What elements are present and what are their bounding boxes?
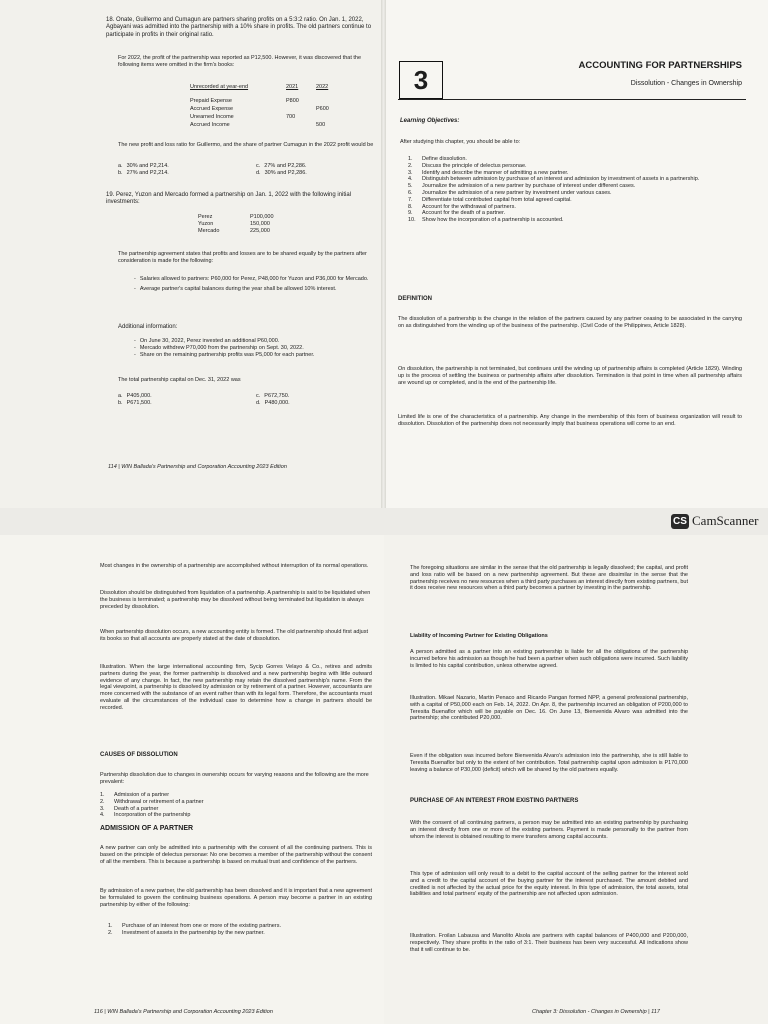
admission-methods-list — [108, 923, 368, 937]
objective-item — [408, 190, 740, 197]
illustration-npp-paragraph: Illustration. Mikael Nazario, Martin Penaco and Ricardo Pangan formed NPP, a general professional partnership, with a capital of P50,000 each on Feb. 14, 2022. On Apr. 8, the partnership incurred an obligation of P200,000 to Teresita Buenaflor which will be payable on Dec. 16. On June 13, Bienvenida Alvaro was admitted into the partnership; she contributed P20,000. — [410, 695, 688, 722]
objective-text: Discuss the principle of delectus personae. — [422, 162, 527, 169]
purchase-heading: PURCHASE OF AN INTEREST FROM EXISTING PARTNERS — [410, 798, 579, 804]
choice-text: P671,500. — [126, 399, 152, 406]
admission-heading: ADMISSION OF A PARTNER — [100, 825, 194, 832]
objective-number: 3. — [408, 169, 413, 176]
definition-paragraph-1: The dissolution of a partnership is the change in the relation of the partners caused by any partner ceasing to be associated in the carrying on as distinguished from the winding up of the business of the partnership. (Civil Code of the Philippines, Article 1828). — [398, 316, 742, 329]
table-cell: P800 — [286, 98, 299, 104]
causes-heading: CAUSES OF DISSOLUTION — [100, 752, 178, 758]
question-19-choices-left — [118, 393, 228, 407]
objective-number: 7. — [408, 196, 413, 203]
objective-text: Journalize the admission of a new partner by purchase of interest under different cases. — [422, 183, 636, 190]
cause-item — [100, 792, 340, 799]
bullet-item: - Average partner's capital balances during the year shall be allowed 10% interest. — [134, 285, 337, 292]
table-row — [190, 106, 350, 114]
table-row — [190, 98, 350, 106]
purchase-paragraph-2: This type of admission will only result to a debit to the capital account of the selling partner for the interest sold and a credit to the capital account of the buying partner for the interest purchased. The amount debited and credited is not affected by the actual price for the equity interest. In this type of admission, the total assets, total liabilities and total partners' equity of the partnership are not affected upon admission. — [410, 871, 688, 898]
method-text: Investment of assets in the partnership by the new partner. — [122, 929, 265, 936]
objective-item — [408, 204, 740, 211]
cause-text: Admission of a partner — [114, 792, 170, 798]
cause-text: Withdrawal or retirement of a partner — [114, 798, 204, 805]
question-18-ask: The new profit and loss ratio for Guillermo, and the share of partner Cumagun in the 2022 profit would be — [118, 142, 374, 148]
omitted-items-table — [190, 84, 350, 91]
partner-name: Yuzon — [198, 220, 214, 227]
table-header — [190, 84, 350, 91]
causes-intro: Partnership dissolution due to changes in ownership occurs for varying reasons and the following are the more prevalent: — [100, 772, 369, 785]
table-cell — [316, 114, 346, 122]
cause-number: 3. — [100, 805, 105, 812]
objectives-list — [408, 156, 740, 224]
table-header-cell: 2021 — [286, 84, 299, 90]
objective-text: Show how the incorporation of a partnership is accounted. — [422, 217, 564, 224]
objective-number: 8. — [408, 203, 413, 210]
purchase-paragraph-1: With the consent of all continuing partners, a person may be admitted into an existing partnership by purchasing an interest directly from one or more of the existing partners. Payment is made personally to the partner from whom the interest is obtained resulting to mere transfers among capital accounts. — [410, 820, 688, 840]
objectives-intro: After studying this chapter, you should be able to: — [400, 139, 521, 145]
partner-name: Perez — [198, 214, 213, 220]
info-item: - On June 30, 2022, Perez invested an additional P60,000. — [134, 338, 280, 344]
camscanner-watermark — [671, 513, 758, 529]
liability-paragraph: A person admitted as a partner into an existing partnership is liable for all the obligations of the partnership incurred before his admission as though he had been a partner when such obligations were incurred. Such liability is limited to his capital contribution, unless otherwise agreed. — [410, 649, 688, 669]
objective-item — [408, 217, 740, 224]
definition-paragraph-3: Limited life is one of the characteristics of a partnership. Any change in the membership of this form of business organization will result to dissolution. Dissolution of the partnership does not necessarily imply that business operations will come to an end. — [398, 414, 742, 427]
investment-amount: 225,000 — [250, 227, 270, 234]
objective-number: 4. — [408, 176, 413, 183]
objectives-heading: Learning Objectives: — [400, 118, 460, 124]
chapter-number-box: 3 — [399, 61, 443, 99]
cause-text: Incorporation of the partnership — [114, 812, 191, 819]
info-text: Mercado withdrew P70,000 from the partnership on Sept. 30, 2022. — [139, 344, 304, 351]
partner-name: Mercado — [198, 227, 220, 234]
investment-amount: 150,000 — [250, 220, 270, 227]
method-text: Purchase of an interest from one or more of the existing partners. — [122, 923, 281, 929]
investment-row — [198, 228, 288, 235]
question-18-choices-left — [118, 163, 228, 177]
camscanner-badge-icon: CS — [671, 514, 689, 529]
page-footer: Chapter 3: Dissolution - Changes in Ownership | 117 — [532, 1009, 660, 1015]
definition-heading: DEFINITION — [398, 296, 432, 302]
table-cell — [286, 106, 316, 114]
choice-item — [256, 170, 366, 177]
objective-text: Account for the withdrawal of partners. — [422, 203, 516, 210]
choice-text: 27% and P2,286. — [264, 163, 307, 169]
question-18-paragraph: For 2022, the profit of the partnership was reported as P12,500. However, it was discovered that the following items were omitted in the firm's books: — [118, 55, 362, 68]
objective-number: 6. — [408, 189, 413, 196]
choice-item — [256, 393, 366, 400]
table-row — [190, 114, 350, 122]
page-115-chapter-opening — [384, 0, 768, 508]
cause-number: 4. — [100, 812, 105, 819]
table-cell: Accrued Income — [190, 122, 230, 128]
chapter-subtitle: Dissolution - Changes in Ownership — [630, 80, 742, 87]
objective-number: 9. — [408, 210, 413, 217]
page-114 — [0, 0, 384, 508]
liability-extent-paragraph: Even if the obligation was incurred before Bienvenida Alvaro's admission into the partnership, she is still liable to Teresita Buenaflor but only to the extent of her contribution. Total partnership capital upon admission is P170,000 leaving a balance of P30,000 (deficit) which will be shared by the old partners equally. — [410, 753, 688, 773]
objective-item — [408, 197, 740, 204]
chapter-title: ACCOUNTING FOR PARTNERSHIPS — [578, 60, 742, 71]
cause-number: 2. — [100, 798, 105, 805]
question-18-text: 18. Onate, Guillermo and Cumagun are partners sharing profits on a 5:3:2 ratio. On Jan. 1, 2022, Agbayani was admitted into the partnership with a 10% share in profits. The old partners continue to participate in profits in their original ratio. — [106, 17, 372, 38]
page-116 — [0, 535, 384, 1024]
liability-heading: Liability of Incoming Partner for Existing Obligations — [410, 633, 548, 639]
objective-number: 10. — [408, 217, 416, 224]
choice-letter: a. — [118, 163, 123, 169]
additional-info-heading: Additional information: — [118, 324, 178, 330]
table-header-cell: Unrecorded at year-end — [190, 84, 249, 90]
choice-text: 27% and P2,214. — [126, 169, 169, 176]
cause-item — [100, 812, 340, 819]
investment-amount: P100,000 — [250, 214, 274, 220]
choice-letter: b. — [118, 399, 123, 406]
objective-item — [408, 170, 740, 177]
question-19-text: 19. Perez, Yuzon and Mercado formed a partnership on Jan. 1, 2022 with the following initial investments: — [106, 192, 352, 206]
objective-text: Define dissolution. — [422, 156, 467, 162]
bullet-text: Salaries allowed to partners: P60,000 for Perez, P48,000 for Yuzon and P36,000 for Mercado. — [139, 276, 369, 282]
investment-row — [198, 221, 288, 228]
choice-letter: d. — [256, 169, 261, 176]
question-18-choices-right — [256, 163, 366, 177]
objective-text: Differentiate total contributed capital from total agreed capital. — [422, 196, 572, 203]
choice-item — [118, 393, 228, 400]
bullet-text: Average partner's capital balances during the year shall be allowed 10% interest. — [139, 285, 337, 292]
camscanner-label: CamScanner — [692, 513, 759, 528]
objective-item — [408, 156, 740, 163]
table-header-cell: 2022 — [316, 84, 329, 90]
objective-item — [408, 210, 740, 217]
table-cell: P600 — [316, 106, 329, 112]
definition-paragraph-2: On dissolution, the partnership is not terminated, but continues until the winding up of partnership affairs is completed (Article 1829). Winding up is the process of settling the business or partnership affairs after dissolution. Termination is that point in time when all partnership affairs are wound up or completed, and is the end of the partnership life. — [398, 366, 742, 386]
accounting-entity-paragraph: When partnership dissolution occurs, a new accounting entity is formed. The old partnership should first adjust its books so that all accounts are properly stated at the date of dissolution. — [100, 629, 369, 642]
objective-item — [408, 183, 740, 190]
intro-paragraph: Most changes in the ownership of a partnership are accomplished without interruption of its normal operations. — [100, 563, 369, 569]
cause-item — [100, 799, 340, 806]
objective-item — [408, 163, 740, 170]
table-cell: Unearned Income — [190, 114, 234, 120]
info-text: On June 30, 2022, Perez invested an additional P60,000. — [139, 338, 280, 344]
investment-table — [198, 214, 288, 234]
question-19-bullets — [134, 276, 370, 293]
question-19-agreement: The partnership agreement states that profits and losses are to be shared equally by the partners after consideration is made for the following: — [118, 251, 367, 264]
choice-letter: c. — [256, 163, 261, 169]
choice-text: P480,000. — [264, 399, 290, 406]
choice-item — [256, 400, 366, 407]
scan-separator — [0, 508, 768, 535]
cause-text: Death of a partner — [114, 805, 159, 812]
total-capital-question: The total partnership capital on Dec. 31, 2022 was — [118, 377, 241, 383]
table-row — [190, 122, 350, 130]
method-item — [108, 923, 368, 930]
objective-text: Distinguish between admission by purchase of an interest and admission by investment of assets in a partnership. — [422, 176, 700, 183]
objective-text: Account for the death of a partner. — [422, 210, 506, 217]
choice-text: 30% and P2,214. — [126, 163, 169, 169]
foregoing-paragraph: The foregoing situations are similar in the sense that the old partnership is legally dissolved; the capital, and profit and loss ratio will be based on a new partnership agreement. But these are dissimilar in the sense that the partnership receives no new resources when a third party purchases an interest directly from existing partners, but it does receive new resources when a third party becomes a partner by investing in the partnership. — [410, 565, 688, 592]
objective-item — [408, 176, 740, 183]
choice-item — [118, 170, 228, 177]
choice-letter: d. — [256, 399, 261, 406]
table-cell — [286, 122, 316, 130]
choice-text: P672,750. — [264, 393, 290, 399]
objective-text: Journalize the admission of a new partner by investment under various cases. — [422, 189, 612, 196]
omitted-items-rows — [190, 98, 350, 130]
admission-paragraph-1: A new partner can only be admitted into a partnership with the consent of all the continuing partners. This is based on the principle of delectus personae: No one becomes a member of the partnership without the consent of all the members. This is because a partnership is based on mutual trust and confidence of the partners. — [100, 845, 372, 865]
bullet-item: - Salaries allowed to partners: P60,000 for Perez, P48,000 for Yuzon and P36,000 for Mercado. — [134, 276, 369, 282]
table-cell: Accrued Expense — [190, 106, 234, 112]
method-item — [108, 930, 368, 937]
choice-text: P405,000. — [126, 393, 152, 399]
method-number: 2. — [108, 929, 113, 936]
objective-number: 5. — [408, 183, 413, 190]
question-19-choices-right — [256, 393, 366, 407]
method-number: 1. — [108, 923, 113, 929]
info-item: - Mercado withdrew P70,000 from the partnership on Sept. 30, 2022. — [134, 344, 304, 351]
page-footer: 116 | WIN Ballada's Partnership and Corporation Accounting 2023 Edition — [94, 1009, 273, 1015]
table-cell: 500 — [316, 122, 326, 128]
choice-letter: c. — [256, 393, 261, 399]
objective-number: 2. — [408, 162, 413, 169]
choice-letter: b. — [118, 169, 123, 176]
additional-info-list — [134, 338, 374, 358]
choice-item — [118, 163, 228, 170]
choice-letter: a. — [118, 393, 123, 399]
page-footer: 114 | WIN Ballada's Partnership and Corporation Accounting 2023 Edition — [108, 464, 287, 470]
objective-text: Identify and describe the manner of admitting a new partner. — [422, 169, 569, 176]
investment-row — [198, 214, 288, 221]
illustration-labausa-paragraph: Illustration. Froilan Labausa and Manolito Alsola are partners with capital balances of P400,000 and P200,000, respectively. They share profits in the ratio of 3:1. Their business has been very successful. All indications show that it will continue to be. — [410, 933, 688, 953]
table-cell: 700 — [286, 114, 296, 120]
liquidation-paragraph: Dissolution should be distinguished from liquidation of a partnership. A partnership is said to be liquidated when the business is terminated; a partnership may be dissolved without being terminated but liquidation is always preceded by dissolution. — [100, 590, 371, 610]
info-item: - Share on the remaining partnership profits was P5,000 for each partner. — [134, 351, 315, 358]
info-text: Share on the remaining partnership profits was P5,000 for each partner. — [139, 351, 315, 358]
choice-item — [256, 163, 366, 170]
page-117 — [384, 535, 768, 1024]
cause-item — [100, 806, 340, 813]
cause-number: 1. — [100, 792, 105, 798]
choice-item — [118, 400, 228, 407]
table-cell — [316, 98, 346, 106]
objective-number: 1. — [408, 156, 413, 162]
causes-list — [100, 792, 340, 819]
choice-text: 30% and P2,286. — [264, 169, 307, 176]
table-cell: Prepaid Expense — [190, 98, 232, 104]
illustration-paragraph: Illustration. When the large international accounting firm, Sycip Gorres Velayo & Co., retires and admits partners during the year, the former partnership is dissolved and a new partnership begins with little outward evidence of any change. In fact, the new partnership may retain the dissolved partnership's name. From the legal viewpoint, a partnership is dissolved by admission or by retirement of a partner. However, accountants are more concerned with the substance of an event rather than with its legal form. Therefore, the accountants must evaluate all the circumstances of the individual case to determine how a change in partners should be recorded. — [100, 664, 372, 711]
admission-paragraph-2: By admission of a new partner, the old partnership has been dissolved and it is important that a new agreement be formulated to govern the continuing business operations. A person may become a partner in an existing partnership by either of the following: — [100, 888, 372, 908]
